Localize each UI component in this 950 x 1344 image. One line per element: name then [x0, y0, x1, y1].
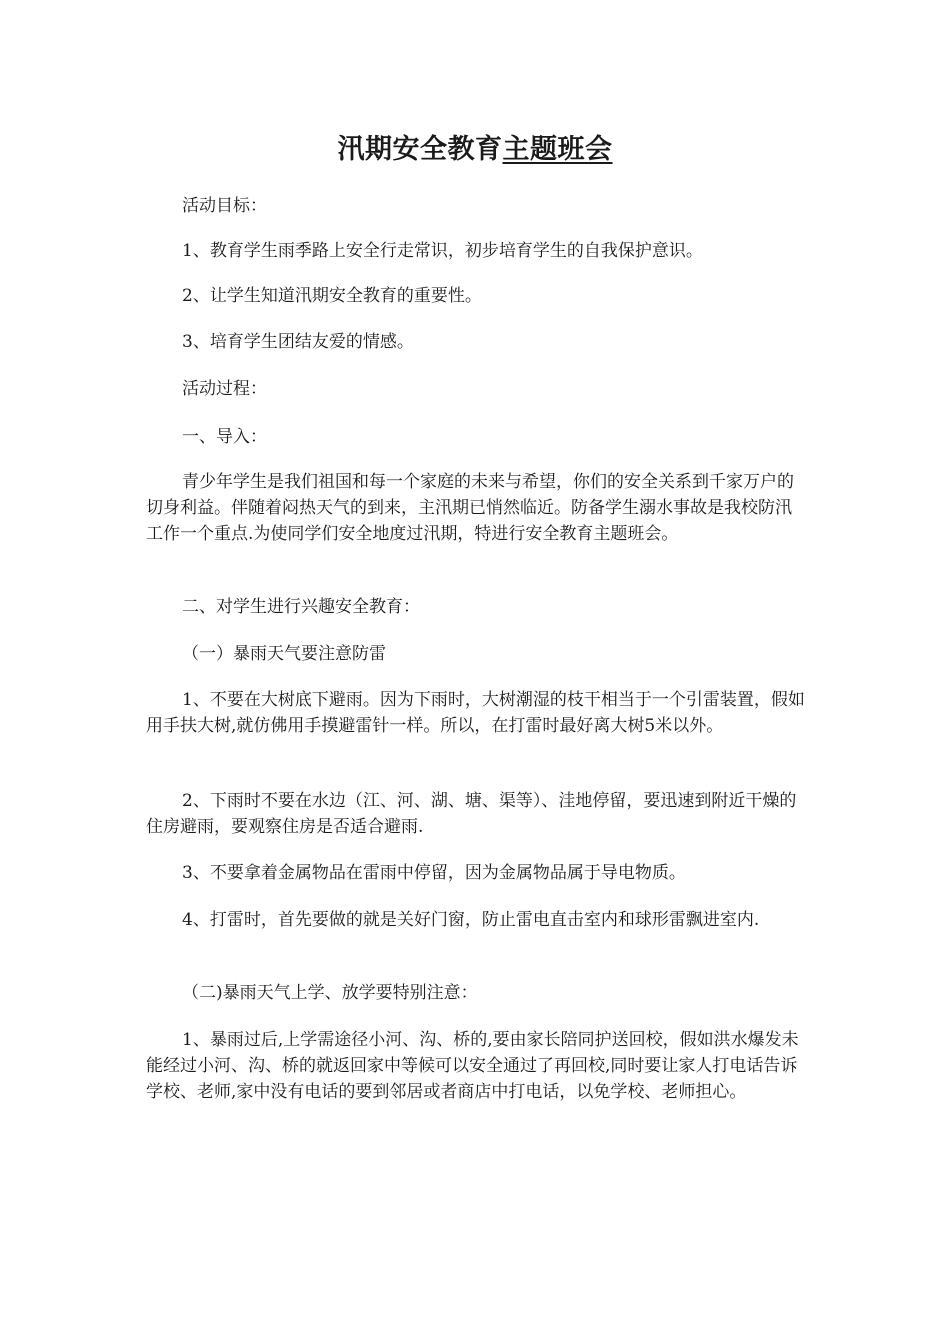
section-1-heading: 一、导入：	[182, 427, 267, 447]
document-title	[0, 130, 950, 170]
process-heading: 活动过程：	[182, 379, 267, 399]
title-underlined-text: 主题班会	[502, 134, 613, 165]
objective-heading: 活动目标：	[182, 196, 267, 216]
section-2-heading: 二、对学生进行兴趣安全教育：	[182, 597, 420, 617]
title-text: 汛期安全教育	[337, 134, 503, 165]
sub-section-2-heading: （二)暴雨天气上学、放学要特别注意：	[182, 983, 478, 1003]
sub-1-item-1: 1、不要在大树底下避雨。因为下雨时，大树潮湿的枝干相当于一个引雷装置，假如用手扶大树,就仿佛用手摸避雷针一样。所以，在打雷时最好离大树5米以外。	[146, 690, 805, 736]
sub-1-item-2: 2、下雨时不要在水边（江、河、湖、塘、渠等）、洼地停留，要迅速到附近干燥的住房避雨，要观察住房是否适合避雨.	[146, 791, 797, 837]
sub-1-item-3: 3、不要拿着金属物品在雷雨中停留，因为金属物品属于导电物质。	[182, 863, 686, 883]
objective-item-1: 1、教育学生雨季路上安全行走常识，初步培育学生的自我保护意识。	[182, 241, 703, 261]
sub-2-item-1: 1、暴雨过后,上学需途径小河、沟、桥的,要由家长陪同护送回校，假如洪水爆发未能经过小河、沟、桥的就返回家中等候可以安全通过了再回校,同时要让家人打电话告诉学校、老师,家中没有电话的要到邻居或者商店中打电话，以免学校、老师担心。	[146, 1030, 799, 1102]
sub-1-item-4: 4、打雷时，首先要做的就是关好门窗，防止雷电直击室内和球形雷飘进室内.	[182, 910, 760, 930]
section-1-body: 青少年学生是我们祖国和每一个家庭的未来与希望，你们的安全关系到千家万户的切身利益。伴随着闷热天气的到来，主汛期已悄然临近。防备学生溺水事故是我校防汛工作一个重点.为使同学们安全地度过汛期，特进行安全教育主题班会。	[146, 472, 794, 544]
objective-item-3: 3、培育学生团结友爱的情感。	[182, 332, 414, 352]
objective-item-2: 2、让学生知道汛期安全教育的重要性。	[182, 286, 482, 306]
sub-section-1-heading: （一）暴雨天气要注意防雷	[182, 644, 386, 664]
